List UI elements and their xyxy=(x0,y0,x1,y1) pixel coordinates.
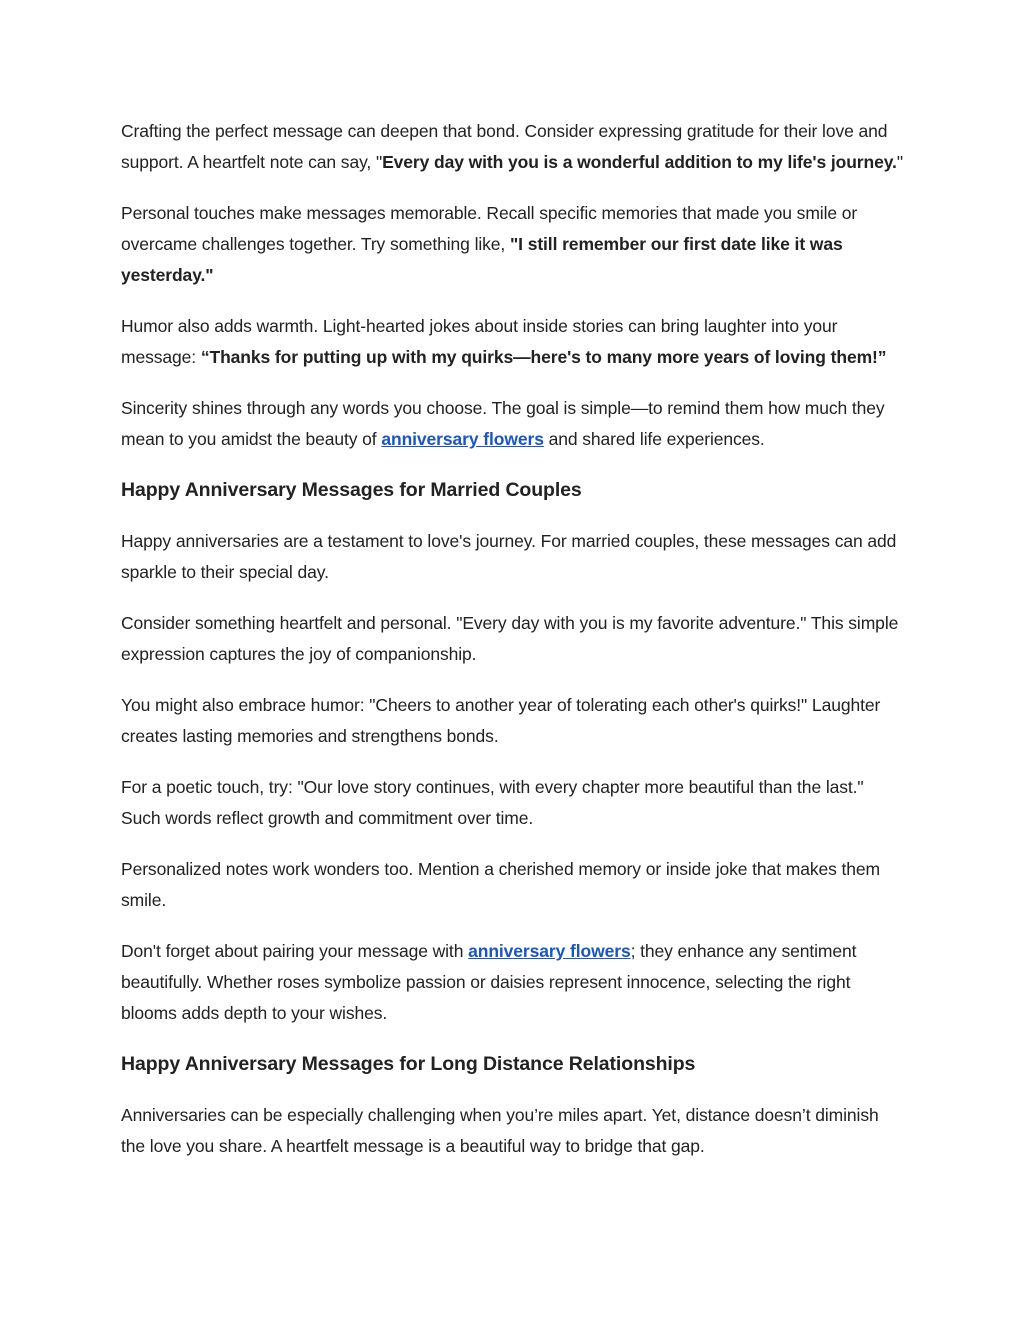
anniversary-flowers-link[interactable]: anniversary flowers xyxy=(468,941,631,961)
paragraph-text: Humor also adds warmth. Light-hearted jokes about inside stories can bring laughter into your message: xyxy=(121,316,838,367)
paragraph-poetic: For a poetic touch, try: "Our love story continues, with every chapter more beautiful than the last." Such words reflect growth and commitment over time. xyxy=(121,777,864,828)
paragraph-text: ; they enhance any sentiment beautifully. Whether roses symbolize passion or daisies represent innocence, selecting the right blooms adds depth to your wishes. xyxy=(121,941,857,1023)
quoted-message: Every day with you is a wonderful addition to my life's journey. xyxy=(382,152,897,172)
article-body xyxy=(121,116,907,1182)
paragraph-long-distance-intro: Anniversaries can be especially challenging when you’re miles apart. Yet, distance doesn’t diminish the love you share. A heartfelt message is a beautiful way to bridge that gap. xyxy=(121,1105,879,1156)
paragraph-text: Don't forget about pairing your message with xyxy=(121,941,469,961)
paragraph-text: Crafting the perfect message can deepen that bond. Consider expressing gratitude for their love and support. A heartfelt note can say, " xyxy=(121,121,888,172)
paragraph-text: " xyxy=(896,152,903,172)
paragraph-humor xyxy=(121,311,907,373)
paragraph-text: and shared life experiences. xyxy=(543,429,765,449)
heading-long-distance: Happy Anniversary Messages for Long Distance Relationships xyxy=(121,1053,696,1075)
paragraph-sincerity xyxy=(121,393,907,455)
paragraph-gratitude xyxy=(121,116,907,178)
paragraph-personalized: Personalized notes work wonders too. Mention a cherished memory or inside joke that makes them smile. xyxy=(121,859,881,910)
paragraph-personal-touches xyxy=(121,198,907,291)
paragraph-heartfelt: Consider something heartfelt and personal. "Every day with you is my favorite adventure." This simple expression captures the joy of companionship. xyxy=(121,613,899,664)
quoted-message: “Thanks for putting up with my quirks—here's to many more years of loving them!” xyxy=(200,347,887,367)
paragraph-married-humor: You might also embrace humor: "Cheers to another year of tolerating each other's quirks!" Laughter creates lasting memories and strengthens bonds. xyxy=(121,695,881,746)
anniversary-flowers-link[interactable]: anniversary flowers xyxy=(381,429,544,449)
quoted-message: "I still remember our first date like it was yesterday." xyxy=(121,234,843,285)
paragraph-flowers-pairing xyxy=(121,936,907,1029)
paragraph-text: Sincerity shines through any words you choose. The goal is simple—to remind them how much they mean to you amidst the beauty of xyxy=(121,398,885,449)
paragraph-text: Personal touches make messages memorable. Recall specific memories that made you smile or overcame challenges together. Try something like, xyxy=(121,203,858,254)
heading-married-couples: Happy Anniversary Messages for Married Couples xyxy=(121,479,582,501)
paragraph-married-intro: Happy anniversaries are a testament to love's journey. For married couples, these messages can add sparkle to their special day. xyxy=(121,531,897,582)
